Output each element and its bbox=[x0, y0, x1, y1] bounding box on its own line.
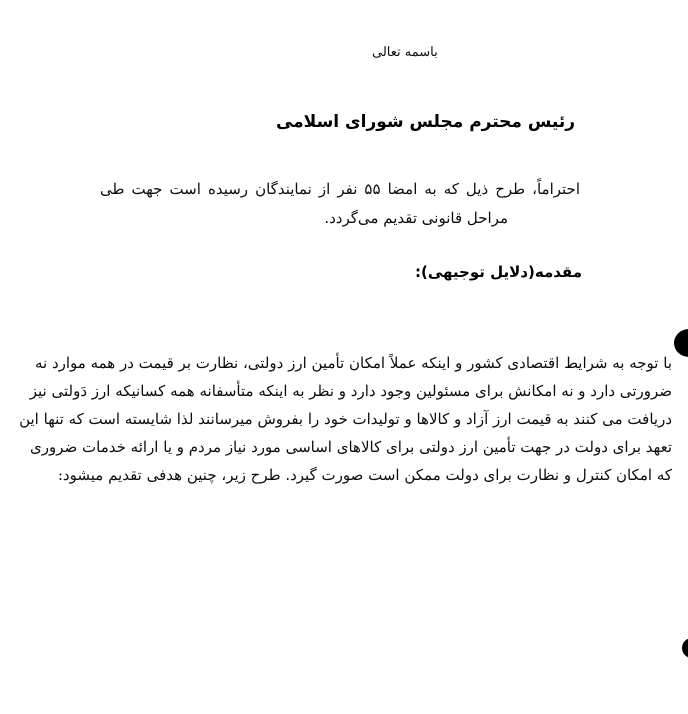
basmala-text: باسمه تعالی bbox=[372, 45, 438, 60]
body-line: ضرورتی دارد و نه امکانش برای مسئولین وجود دارد و نظر به اینکه متأسفانه همه کسانیکه ارز دَولتی نیز bbox=[29, 382, 672, 400]
section-heading-justification: مقدمه(دلایل توجیهی): bbox=[415, 263, 582, 281]
intro-paragraph-line-2: مراحل قانونی تقدیم می‌گردد. bbox=[324, 209, 508, 227]
body-line: با توجه به شرایط اقتصادی کشور و اینکه عملاً امکان تأمین ارز دولتی، نظارت بر قیمت در همه موارد نه bbox=[34, 354, 672, 372]
punch-hole-mark-top bbox=[674, 329, 688, 357]
intro-paragraph-line-1: احتراماً، طرح ذیل که به امضا ۵۵ نفر از نمایندگان رسیده است جهت طی bbox=[100, 180, 580, 198]
document-title: رئیس محترم مجلس شورای اسلامی bbox=[275, 112, 575, 132]
body-paragraph bbox=[19, 349, 672, 489]
body-line: که امکان کنترل و نظارت برای دولت ممکن است صورت گیرد. طرح زیر، چنین هدفی تقدیم میشود: bbox=[57, 466, 672, 484]
punch-hole-mark-bottom bbox=[682, 638, 688, 658]
body-line: دریافت می کنند به قیمت ارز آزاد و کالاها و تولیدات خود را بفروش میرسانند لذا شایسته است که تنها این bbox=[19, 410, 672, 428]
body-line: تعهد برای دولت در جهت تأمین ارز دولتی برای کالاهای اساسی مورد نیاز مردم و یا ارائه خدمات ضروری bbox=[30, 438, 672, 456]
